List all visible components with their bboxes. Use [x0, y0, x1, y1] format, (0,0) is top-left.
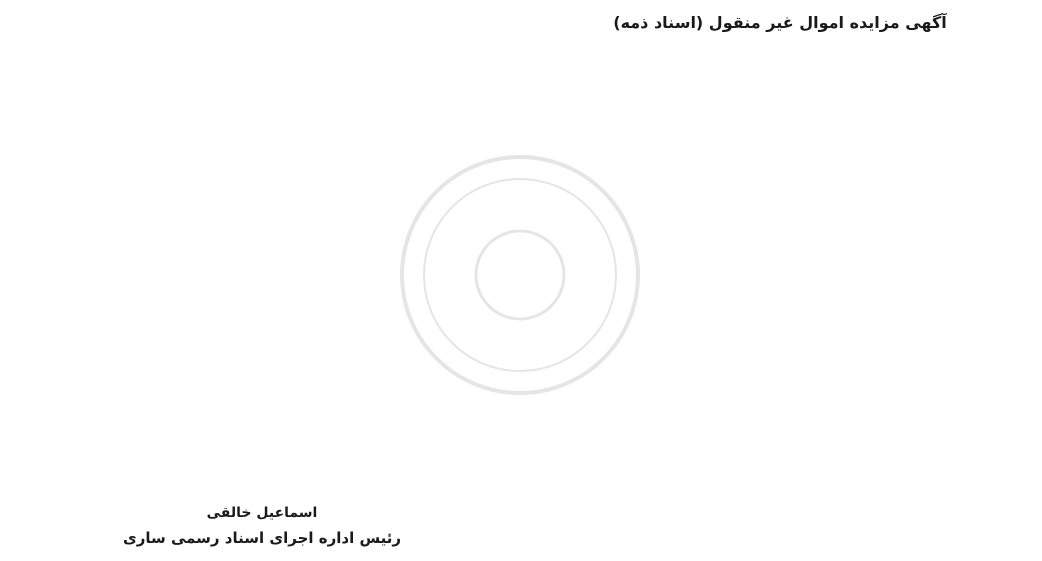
- notice-column-right: [532, 10, 1028, 551]
- signature-title: رئیس اداره اجرای اسناد رسمی ساری: [122, 528, 402, 547]
- notice-column-left: [14, 10, 510, 551]
- notice-title: آگهی مزایده اموال غیر منقول (اسناد ذمه): [613, 13, 947, 32]
- notice-body-left: [14, 10, 510, 496]
- signature-name: اسماعیل خالقی: [206, 504, 318, 521]
- notice-body-right: [532, 42, 1028, 551]
- signature-block: [14, 502, 510, 551]
